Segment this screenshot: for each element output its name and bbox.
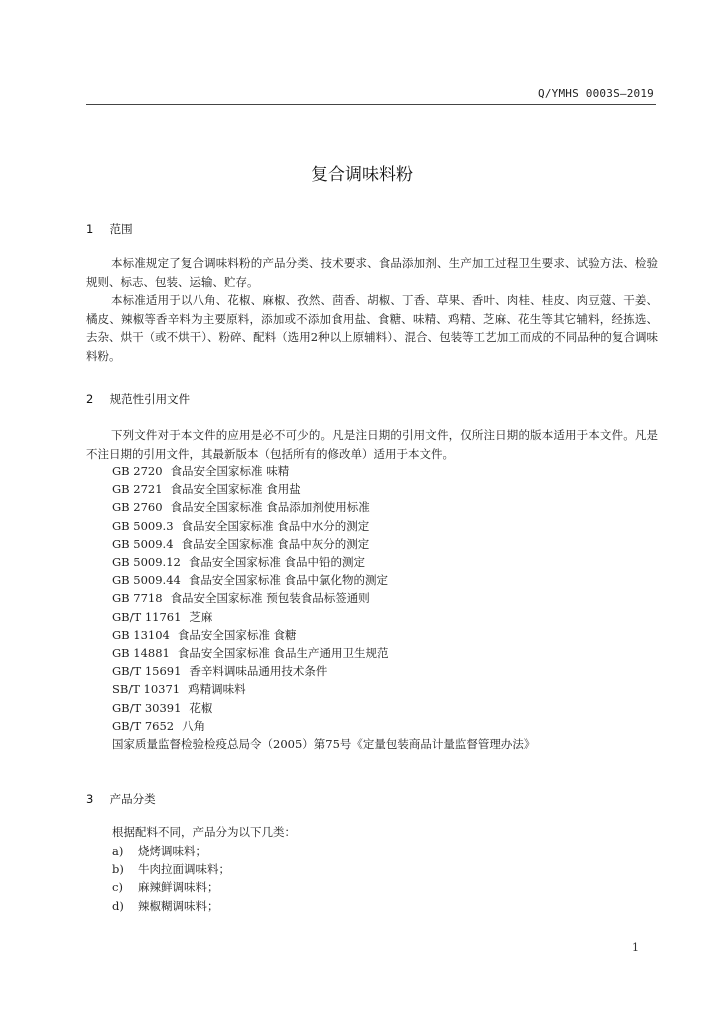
reference-item [112, 517, 535, 535]
reference-name: 食品安全国家标准 食糖 [177, 627, 297, 642]
reference-name: 鸡精调味料 [188, 682, 246, 697]
classification-list [112, 842, 230, 915]
list-text: 牛肉拉面调味料； [138, 862, 230, 877]
reference-item [112, 589, 535, 607]
reference-name: 香辛料调味品通用技术条件 [189, 664, 328, 679]
reference-item [112, 553, 535, 571]
reference-item [112, 480, 535, 498]
reference-name: 食品安全国家标准 食品中氯化物的测定 [188, 573, 389, 588]
reference-name: 食品安全国家标准 食品中灰分的测定 [181, 536, 370, 551]
list-text: 烧烤调味料； [138, 844, 207, 858]
reference-code: GB/T 30391 [112, 700, 182, 715]
reference-item [112, 644, 535, 662]
reference-code: GB 5009.4 [112, 536, 174, 551]
reference-code: SB/T 10371 [112, 682, 181, 697]
references-intro: 下列文件对于本文件的应用是必不可少的。凡是注日期的引用文件，仅所注日期的版本适用于本文件。凡是不注日期的引用文件，其最新版本（包括所有的修改单）适用于本文件。 [86, 428, 658, 461]
list-marker: c) [112, 880, 123, 895]
reference-item [112, 535, 535, 553]
list-item [112, 860, 230, 878]
list-item [112, 897, 230, 915]
scope-paragraph-1: 本标准规定了复合调味料粉的产品分类、技术要求、食品添加剂、生产加工过程卫生要求、试验方法、检验规则、标志、包装、运输、贮存。 [86, 256, 658, 289]
page-number: 1 [632, 941, 639, 954]
reference-name: 芝麻 [189, 609, 213, 624]
reference-name: 食品安全国家标准 食品添加剂使用标准 [170, 500, 370, 515]
document-title: 复合调味料粉 [311, 165, 413, 185]
reference-name: 花椒 [189, 700, 213, 715]
reference-code: GB 2720 [112, 464, 163, 478]
list-text: 辣椒糊调味料； [138, 898, 219, 913]
document-code: Q/YMHS 0003S—2019 [538, 87, 654, 100]
reference-name: 食品安全国家标准 食用盐 [170, 482, 301, 497]
reference-code: GB 5009.44 [112, 573, 181, 588]
reference-item [112, 498, 535, 516]
reference-name: 食品安全国家标准 食品中铅的测定 [188, 555, 366, 570]
section-number: 2 [86, 392, 94, 406]
header-rule [86, 104, 656, 105]
reference-item [112, 626, 535, 644]
reference-item [112, 608, 535, 626]
section-heading-references [86, 391, 190, 407]
list-item [112, 878, 230, 896]
section-title: 范围 [109, 222, 133, 236]
reference-code: GB 14881 [112, 646, 170, 661]
reference-item [112, 662, 535, 680]
list-marker: b) [112, 862, 124, 877]
section-heading-scope [86, 221, 133, 237]
section-number: 3 [86, 792, 94, 806]
reference-list [112, 462, 535, 753]
section-heading-classification [86, 791, 156, 807]
reference-item [112, 571, 535, 589]
list-marker: a) [112, 844, 124, 858]
section-number: 1 [86, 222, 94, 236]
reference-item [112, 717, 535, 735]
reference-item [112, 680, 535, 698]
section-title: 规范性引用文件 [109, 392, 191, 406]
list-text: 麻辣鲜调味料； [138, 880, 219, 895]
section-title: 产品分类 [109, 792, 156, 806]
reference-code: GB 7718 [112, 591, 163, 606]
reference-code: GB 13104 [112, 627, 170, 642]
reference-name: 食品安全国家标准 食品生产通用卫生规范 [177, 646, 389, 661]
reference-name: 八角 [182, 718, 206, 733]
reference-code: GB/T 7652 [112, 718, 175, 733]
reference-name: 国家质量监督检验检疫总局令（2005）第75号《定量包装商品计量监督管理办法》 [112, 737, 536, 752]
reference-item [112, 699, 535, 717]
list-item [112, 842, 230, 860]
reference-code: GB/T 11761 [112, 609, 182, 624]
reference-name: 食品安全国家标准 食品中水分的测定 [181, 518, 370, 533]
reference-name: 食品安全国家标准 味精 [170, 464, 290, 478]
reference-code: GB 2721 [112, 482, 163, 497]
reference-code: GB 2760 [112, 500, 163, 515]
reference-item [112, 735, 535, 753]
reference-code: GB 5009.3 [112, 518, 174, 533]
classification-intro: 根据配料不同，产品分为以下几类： [112, 825, 296, 839]
list-marker: d) [112, 898, 124, 913]
scope-paragraph-2: 本标准适用于以八角、花椒、麻椒、孜然、茴香、胡椒、丁香、草果、香叶、肉桂、桂皮、肉豆蔻、干姜、橘皮、辣椒等香辛料为主要原料，添加或不添加食用盐、食糖、味精、鸡精、芝麻、花生等其它辅料，经拣选、去杂、烘干（或不烘干）、粉碎、配料（选用2种以上原辅料）、混合、包装等工艺加工而成的不同品种的复合调味料粉。 [86, 293, 658, 363]
reference-code: GB/T 15691 [112, 664, 182, 679]
reference-name: 食品安全国家标准 预包装食品标签通则 [170, 591, 370, 606]
reference-code: GB 5009.12 [112, 555, 181, 570]
reference-item [112, 462, 535, 480]
